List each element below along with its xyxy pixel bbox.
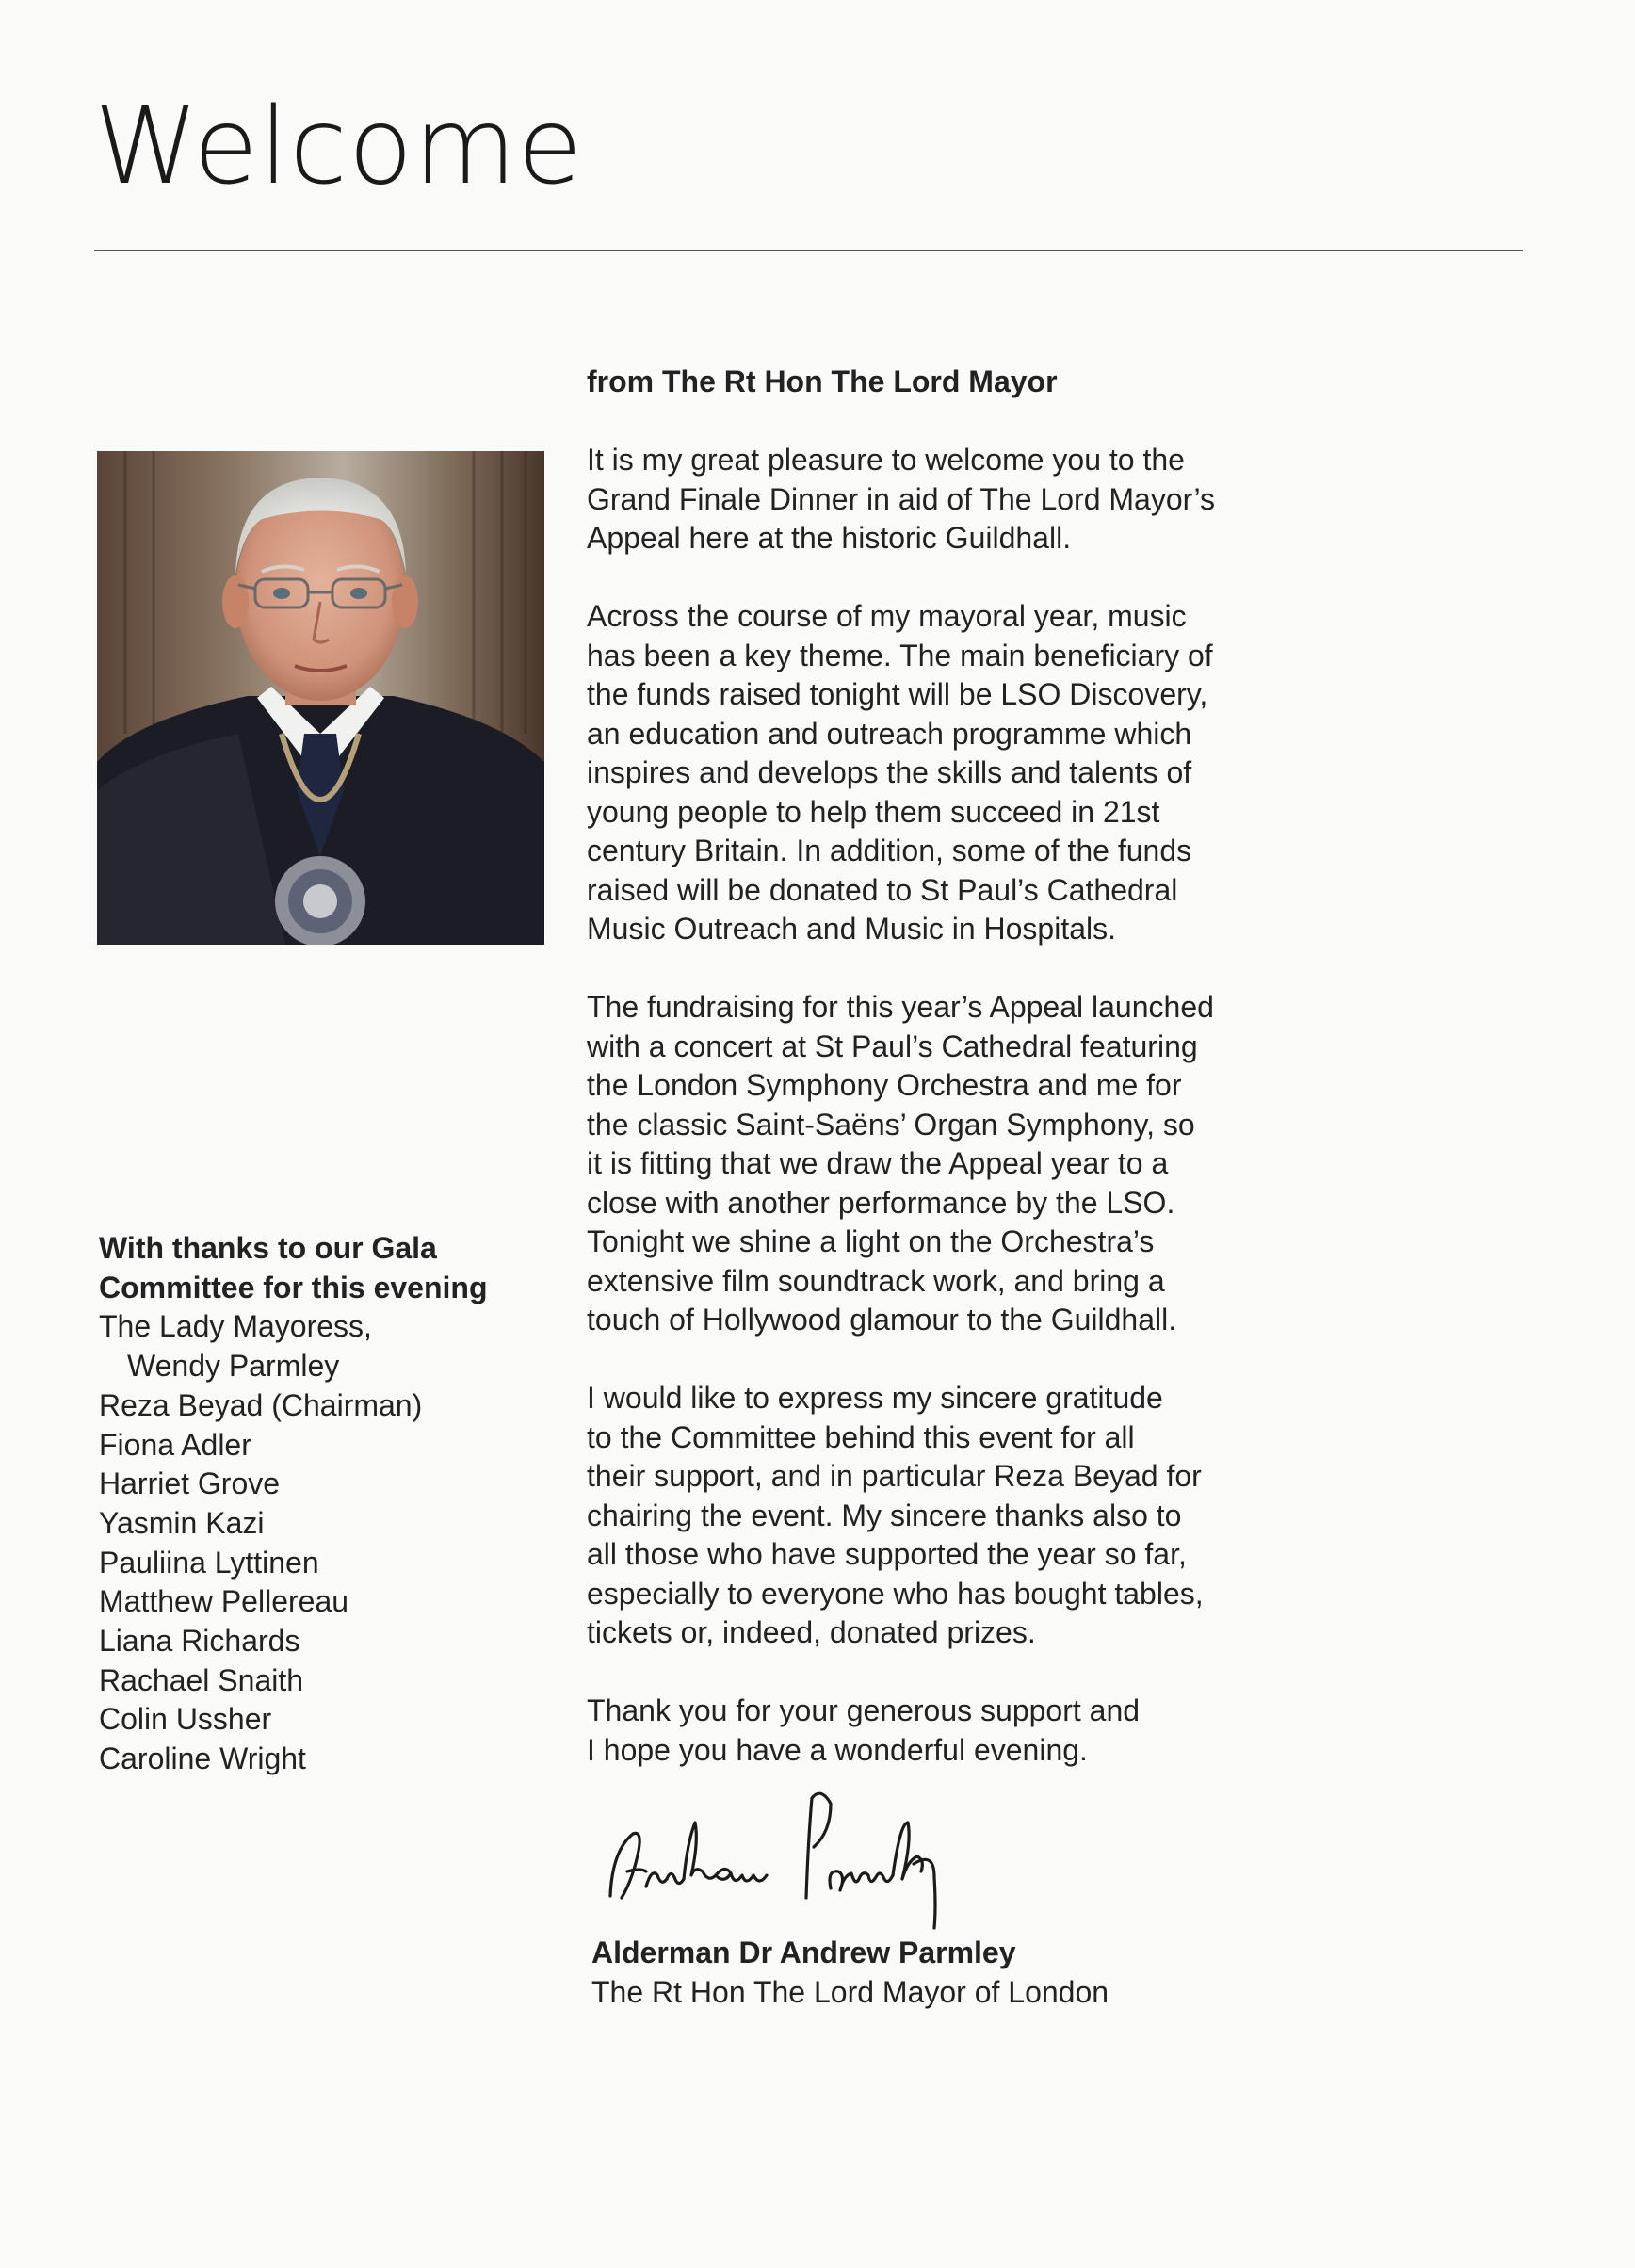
letter-line: Grand Finale Dinner in aid of The Lord Mayor’s bbox=[587, 481, 1216, 516]
letter-paragraph bbox=[587, 1692, 1529, 1770]
letter-line: close with another performance by the LSO. bbox=[587, 1185, 1175, 1220]
committee-member: The Lady Mayoress, bbox=[99, 1309, 372, 1344]
letter-line: I hope you have a wonderful evening. bbox=[587, 1732, 1088, 1767]
letter-line: Appeal here at the historic Guildhall. bbox=[587, 521, 1072, 555]
committee-member: Reza Beyad (Chairman) bbox=[99, 1387, 423, 1422]
committee-member-list bbox=[99, 1307, 542, 1778]
letter-paragraph bbox=[587, 597, 1529, 949]
letter-line: has been a key theme. The main beneficiary of bbox=[587, 638, 1213, 672]
gala-committee bbox=[99, 1229, 542, 1779]
committee-heading-line: With thanks to our Gala bbox=[99, 1231, 437, 1265]
signoff bbox=[591, 1933, 1109, 2012]
letter-line: chairing the event. My sincere thanks also to bbox=[587, 1498, 1182, 1532]
letter-line: tickets or, indeed, donated prizes. bbox=[587, 1615, 1036, 1649]
letter-line: The fundraising for this year’s Appeal launched bbox=[587, 990, 1214, 1024]
letter-line: inspires and develops the skills and talents of bbox=[587, 755, 1192, 789]
committee-member: Yasmin Kazi bbox=[99, 1505, 265, 1540]
committee-member: Pauliina Lyttinen bbox=[99, 1545, 319, 1580]
letter-line: touch of Hollywood glamour to the Guildhall. bbox=[587, 1303, 1177, 1336]
welcome-letter bbox=[587, 363, 1529, 1809]
handwritten-signature bbox=[584, 1785, 1017, 1936]
committee-member: Caroline Wright bbox=[99, 1742, 306, 1776]
committee-member: Liana Richards bbox=[99, 1624, 300, 1659]
signoff-title: The Rt Hon The Lord Mayor of London bbox=[591, 1975, 1109, 2009]
letter-line: Tonight we shine a light on the Orchestra’s bbox=[587, 1224, 1155, 1258]
letter-line: with a concert at St Paul’s Cathedral featuring bbox=[587, 1029, 1198, 1063]
letter-line: century Britain. In addition, some of the funds bbox=[587, 834, 1192, 867]
letter-line: Thank you for your generous support and bbox=[587, 1693, 1141, 1727]
letter-line: all those who have supported the year so far, bbox=[587, 1537, 1187, 1571]
committee-member: Matthew Pellereau bbox=[99, 1584, 349, 1619]
committee-member: Fiona Adler bbox=[99, 1427, 251, 1462]
signoff-name: Alderman Dr Andrew Parmley bbox=[591, 1936, 1016, 1969]
committee-heading bbox=[99, 1229, 542, 1307]
letter-line: to the Committee behind this event for all bbox=[587, 1419, 1135, 1454]
page-title: Welcome bbox=[94, 86, 584, 208]
letter-paragraph bbox=[587, 1379, 1529, 1653]
letter-line: extensive film soundtrack work, and bring a bbox=[587, 1263, 1165, 1298]
letter-line: I would like to express my sincere gratitude bbox=[587, 1381, 1163, 1415]
letter-line: Across the course of my mayoral year, music bbox=[587, 599, 1187, 633]
letter-line: the funds raised tonight will be LSO Discovery, bbox=[587, 677, 1208, 711]
committee-member: Rachael Snaith bbox=[99, 1662, 304, 1697]
letter-line: especially to everyone who has bought tables, bbox=[587, 1576, 1204, 1611]
letter-line: an education and outreach programme which bbox=[587, 716, 1192, 751]
letter-paragraph bbox=[587, 441, 1529, 559]
committee-member: Wendy Parmley bbox=[127, 1349, 340, 1384]
committee-heading-line: Committee for this evening bbox=[99, 1270, 488, 1304]
committee-member: Colin Ussher bbox=[99, 1702, 272, 1737]
letter-line: raised will be donated to St Paul’s Cathedral bbox=[587, 872, 1178, 907]
letter-line: the London Symphony Orchestra and me for bbox=[587, 1068, 1182, 1102]
lord-mayor-portrait bbox=[97, 451, 544, 945]
letter-line: it is fitting that we draw the Appeal year to a bbox=[587, 1146, 1169, 1180]
letter-line: It is my great pleasure to welcome you to the bbox=[587, 443, 1185, 477]
letter-line: the classic Saint-Saëns’ Organ Symphony, so bbox=[587, 1107, 1195, 1142]
letter-line: young people to help them succeed in 21st bbox=[587, 794, 1160, 829]
letter-from-line: from The Rt Hon The Lord Mayor bbox=[587, 364, 1058, 398]
letter-line: their support, and in particular Reza Beyad for bbox=[587, 1459, 1202, 1493]
committee-member: Harriet Grove bbox=[99, 1466, 281, 1501]
title-divider bbox=[94, 250, 1523, 251]
letter-line: Music Outreach and Music in Hospitals. bbox=[587, 912, 1116, 946]
letter-paragraph bbox=[587, 988, 1529, 1340]
